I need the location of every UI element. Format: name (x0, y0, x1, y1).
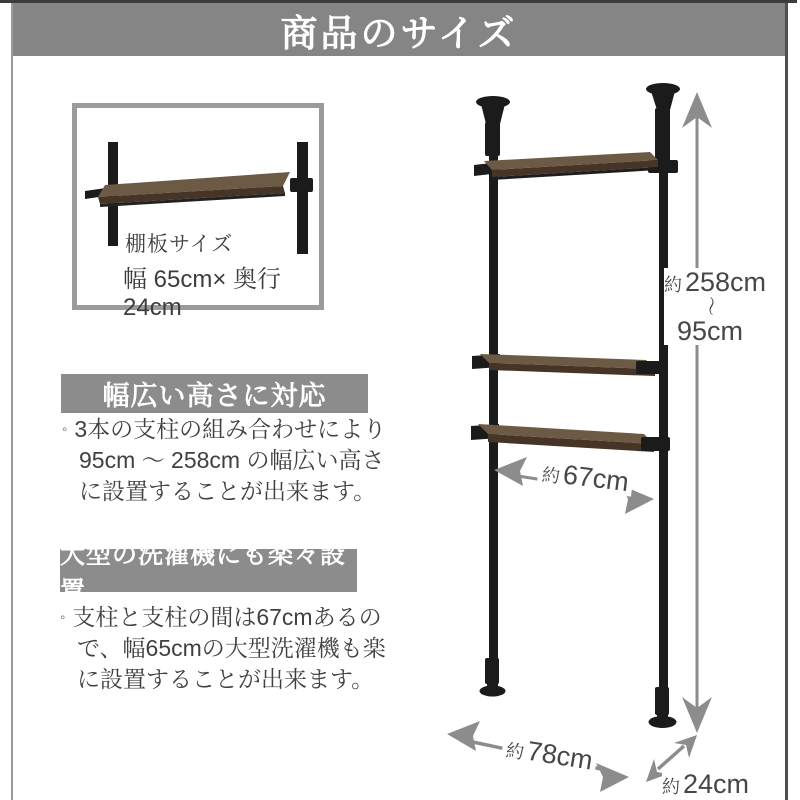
section-heading-label: 幅広い高さに対応 (102, 381, 327, 411)
page-border-right (785, 3, 788, 800)
inset-right-pole (297, 142, 308, 254)
approx-mark: 約 (540, 464, 562, 487)
inner-width-value: 67cm (561, 459, 631, 498)
inset-size-text: 幅 65cm× 奥行 24cm (123, 266, 282, 321)
text-line-content: 支柱と支柱の間は67cmあるの (72, 604, 382, 630)
rack-illustration (420, 75, 780, 800)
text-line-content: 3本の支柱の組み合わせにより (74, 416, 387, 442)
page-border-left (11, 3, 13, 800)
bullet-icon: ◦ (60, 609, 66, 626)
arrow-left-icon (494, 457, 527, 486)
approx-mark: 約 (664, 275, 682, 295)
section-heading-washer (60, 540, 357, 605)
text-line: 95cm ～ 258cm の幅広い高さ (79, 447, 385, 473)
depth-dimension-label (662, 770, 749, 798)
text-line: で、幅65cmの大型洗濯機も楽 (77, 635, 386, 661)
approx-mark: 約 (504, 740, 526, 763)
right-pole (646, 83, 680, 728)
approx-mark: 約 (662, 777, 680, 797)
left-pole (476, 96, 510, 697)
arrow-upright-icon (674, 735, 697, 758)
depth-value: 24cm (683, 769, 750, 799)
section-text-washer (60, 602, 386, 695)
section-text-height-range (62, 414, 386, 507)
bullet-icon: ◦ (62, 421, 68, 438)
text-line (60, 602, 386, 633)
text-line: に設置することが出来ます。 (77, 666, 375, 692)
shelf-middle (472, 354, 666, 376)
page-title: 商品のサイズ (280, 12, 518, 54)
shelf-lower (471, 424, 670, 452)
section-heading-label: 大型の洗濯機にも楽々設置 (60, 540, 347, 605)
text-line (62, 414, 386, 445)
height-dimension-label (664, 267, 767, 347)
height-min (664, 317, 756, 345)
shelf-top (474, 152, 658, 180)
shelf-size-inset-box (72, 103, 324, 321)
height-dimension-arrow (682, 92, 712, 733)
height-max-value: 258cm (685, 267, 767, 297)
height-min-value: 95cm (676, 316, 744, 347)
section-heading-height-range (61, 374, 368, 413)
inset-title: 棚板サイズ (125, 233, 234, 256)
height-max (664, 267, 767, 297)
text-line: に設置することが出来ます。 (79, 478, 377, 504)
header-banner (13, 3, 785, 56)
tilde-mark: ～ (699, 296, 721, 317)
width-value: 78cm (524, 735, 595, 776)
arrow-left-icon (447, 721, 480, 751)
height-tilde (664, 296, 756, 317)
inset-right-clamp (290, 178, 313, 192)
arrow-right-icon (596, 763, 629, 792)
